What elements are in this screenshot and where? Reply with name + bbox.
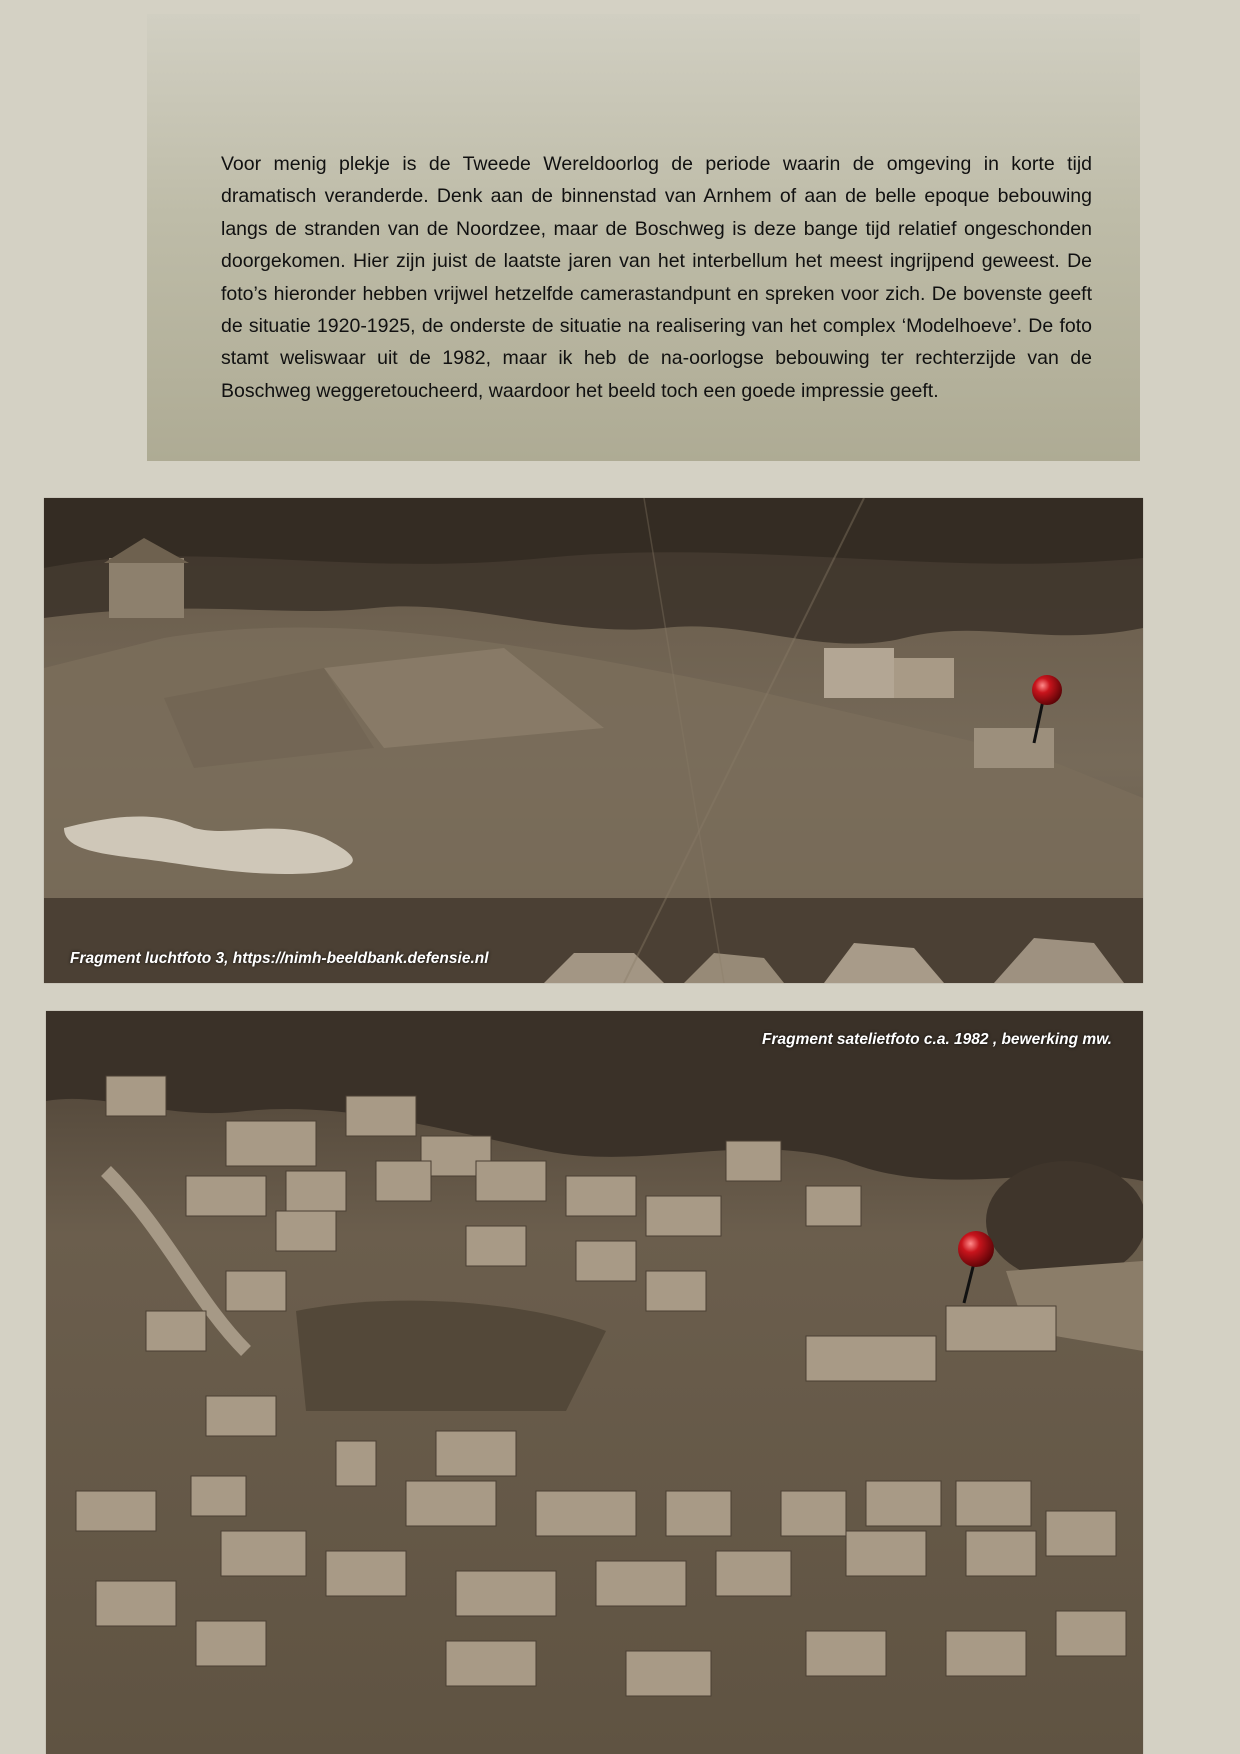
aerial-photo-historic-image: [44, 498, 1143, 983]
aerial-photo-1982-image: [46, 1011, 1143, 1754]
map-pin-icon: [958, 1231, 994, 1267]
photo-caption-1982: Fragment satelietfoto c.a. 1982 , bewerking mw.: [761, 1031, 1112, 1048]
photo-caption-historic: Fragment luchtfoto 3, https://nimh-beeldbank.defensie.nl: [70, 950, 489, 967]
aerial-photo-historic: [44, 498, 1143, 983]
intro-text-box: [147, 14, 1140, 461]
intro-paragraph: Voor menig plekje is de Tweede Wereldoorlog de periode waarin de omgeving in korte tijd dramatisch veranderde. Denk aan de binnenstad van Arnhem of aan de belle epoque bebouwing langs de stranden van de Noordzee, maar de Boschweg is deze bange tijd relatief ongeschonden doorgekomen. Hier zijn juist de laatste jaren van het interbellum het meest ingrijpend geweest. De foto’s hieronder hebben vrijwel hetzelfde camerastandpunt en spreken voor zich. De bovenste geeft de situatie 1920-1925, de onderste de situatie na realisering van het complex ‘Modelhoeve’. De foto stamt weliswaar uit de 1982, maar ik heb de na-oorlogse bebouwing ter rechterzijde van de Boschweg weggeretoucheerd, waardoor het beeld toch een goede impressie geeft.: [221, 153, 1092, 402]
map-pin-icon: [1032, 675, 1062, 705]
aerial-photo-1982: [46, 1011, 1143, 1754]
